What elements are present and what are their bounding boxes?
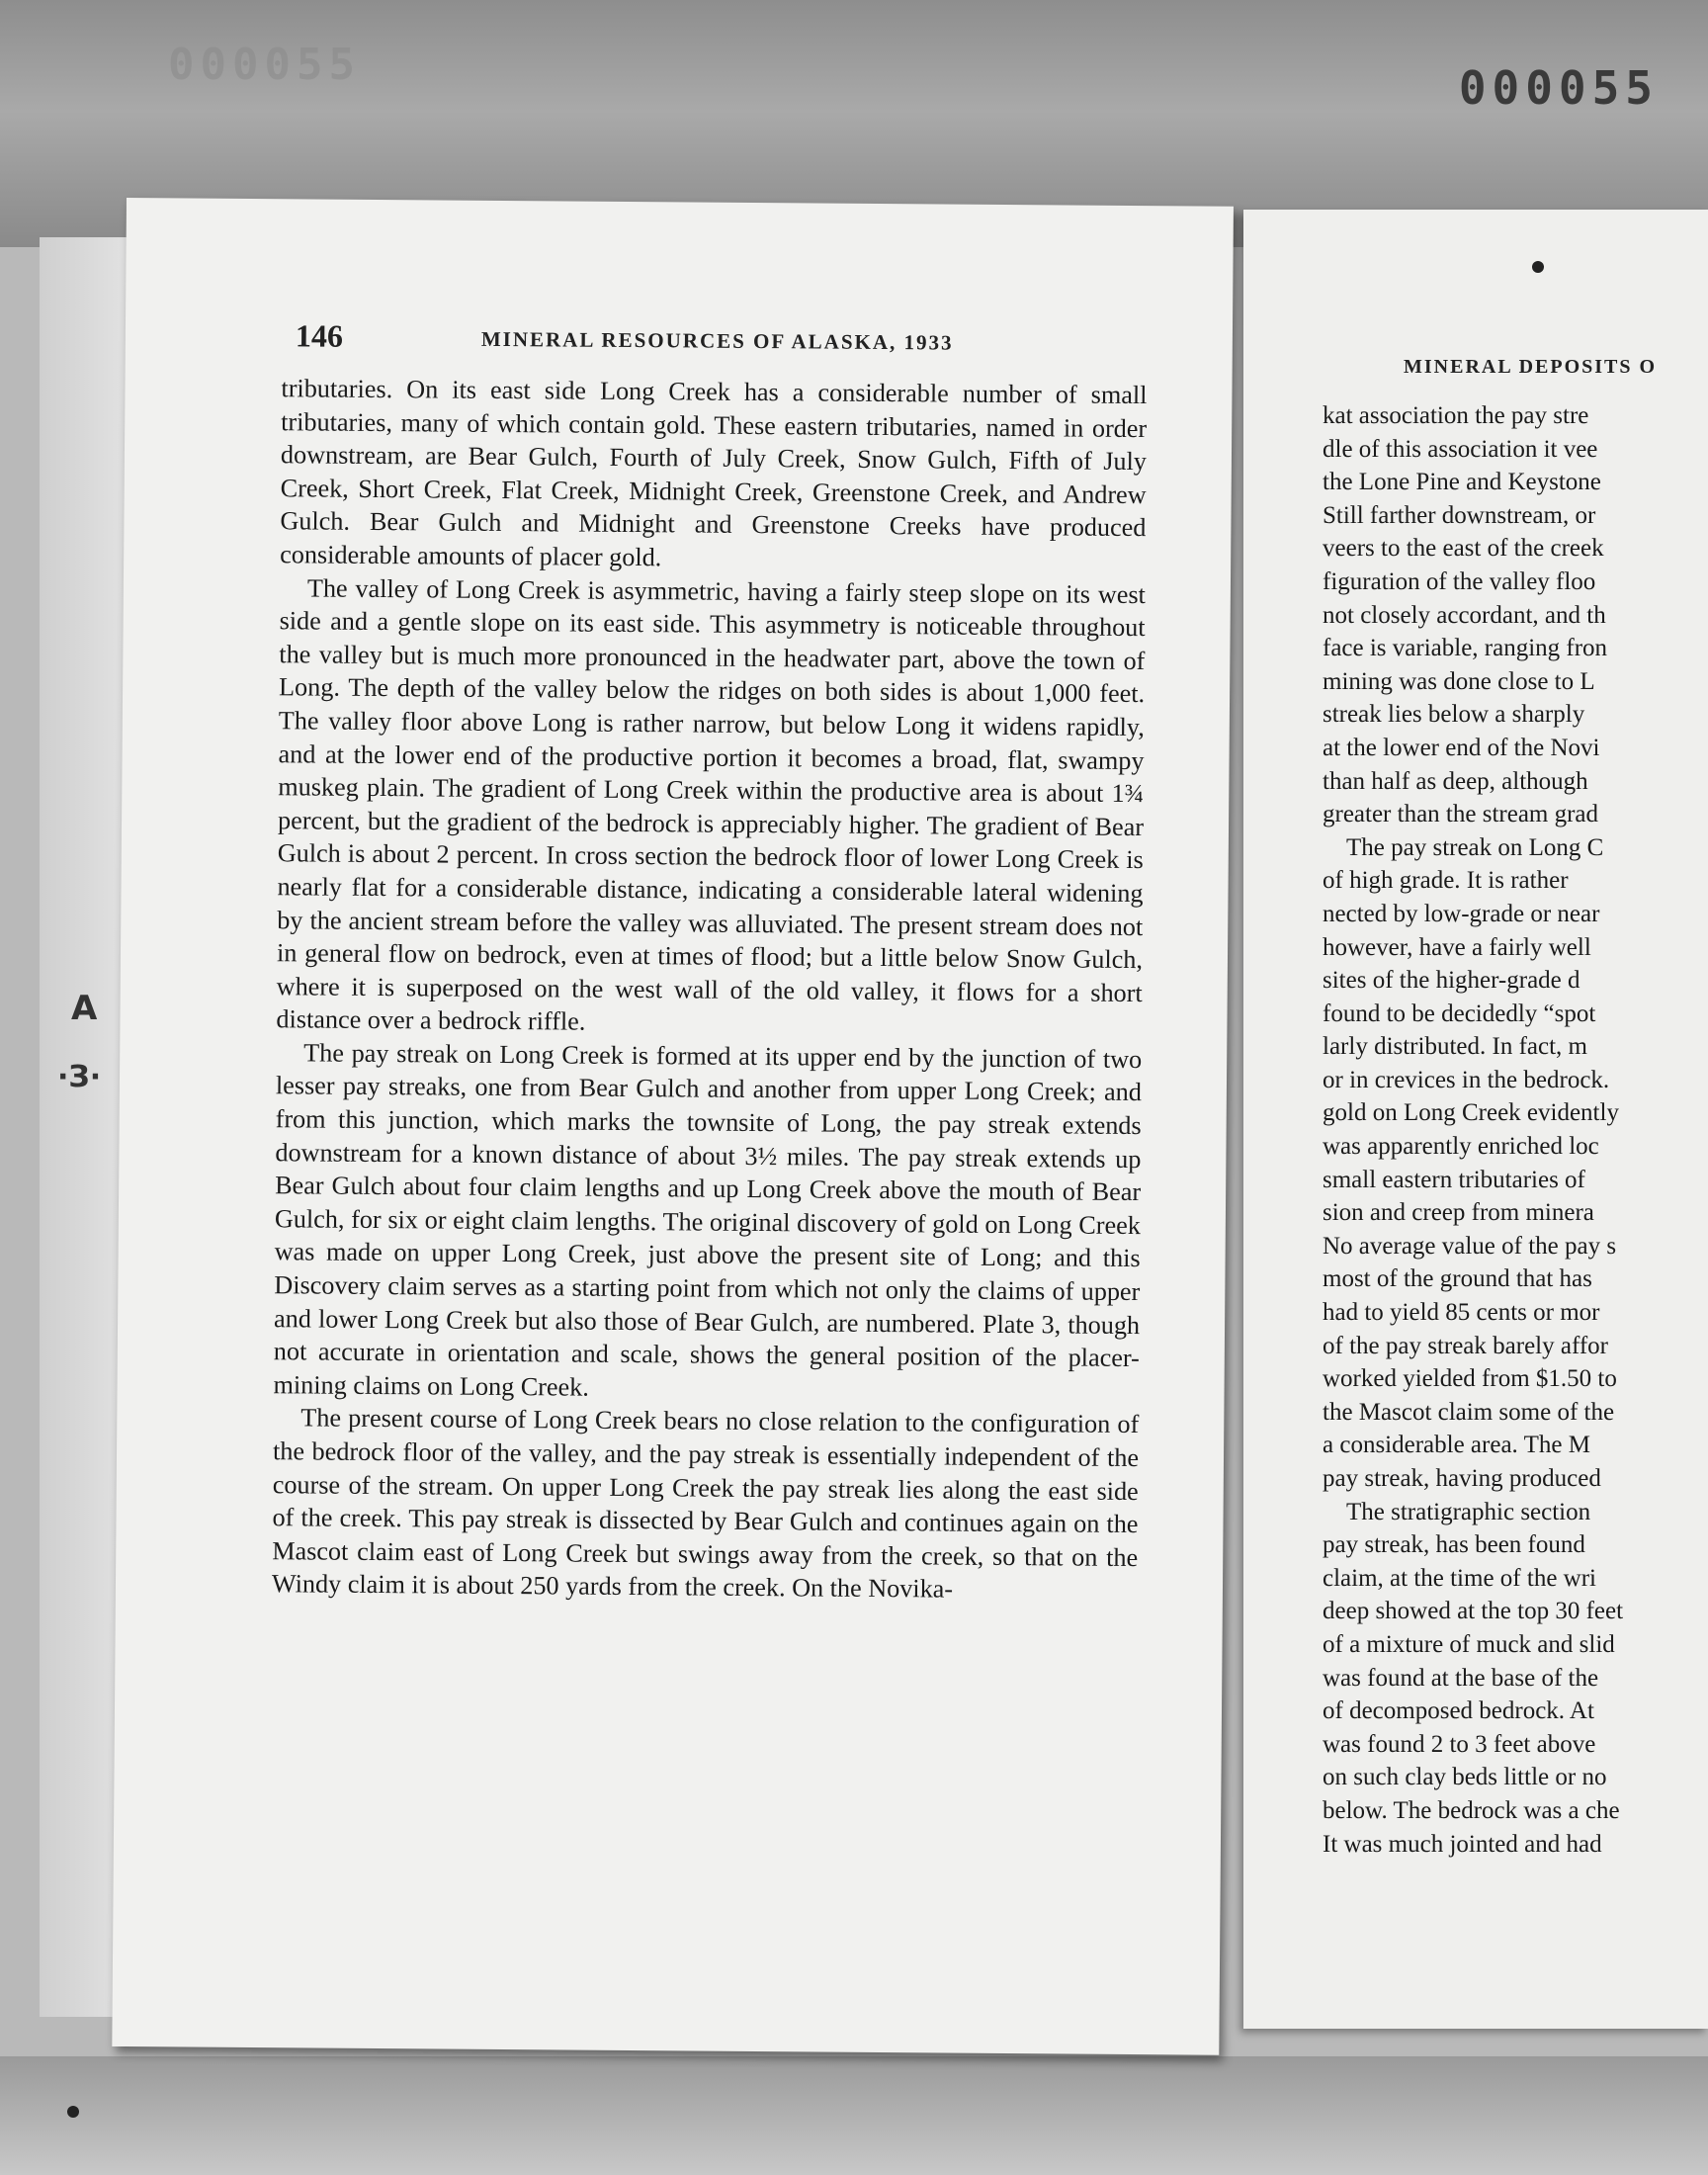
right-line: of the pay streak barely affor	[1323, 1332, 1608, 1359]
right-line: at the lower end of the Novi	[1323, 734, 1600, 761]
right-line: The stratigraphic section	[1346, 1498, 1591, 1525]
right-line: was apparently enriched loc	[1323, 1133, 1599, 1161]
right-line: greater than the stream grad	[1323, 801, 1599, 828]
right-line: of a mixture of muck and slid	[1323, 1630, 1615, 1658]
right-line: pay streak, having produced	[1323, 1465, 1601, 1492]
margin-mark-a: A	[71, 989, 98, 1028]
right-line: figuration of the valley floo	[1323, 567, 1596, 595]
right-line: on such clay beds little or no	[1323, 1764, 1607, 1791]
right-line: than half as deep, although	[1323, 767, 1588, 795]
right-line: pay streak, has been found	[1323, 1531, 1585, 1559]
right-line: sites of the higher-grade d	[1323, 967, 1580, 995]
page-header	[296, 317, 1185, 364]
right-line: small eastern tributaries of	[1323, 1166, 1585, 1193]
right-line: larly distributed. In fact, m	[1323, 1033, 1587, 1061]
right-line: had to yield 85 cents or mor	[1323, 1299, 1600, 1327]
right-running-title: MINERAL DEPOSITS O	[1404, 356, 1658, 378]
right-line: claim, at the time of the wri	[1323, 1564, 1596, 1592]
right-line: was found 2 to 3 feet above	[1323, 1730, 1596, 1758]
paragraph-4: The present course of Long Creek bears no close relation to the configuration of the bedrock floor of the valley, and the pay streak is essentially independent of the course of the stream. On upper Long Creek the pay streak lies along the east side of the creek. This pay streak is dissected by Bear Gulch and continues again on the Mascot claim east of Long Creek but swings away from the creek, so that on the Windy claim it is about 250 yards from the creek. On the Novika-	[271, 1403, 1140, 1604]
scan-bottom-shadow	[0, 2056, 1708, 2175]
paragraph-1: tributaries. On its east side Long Creek has a considerable number of small tributaries, many of which contain gold. These eastern tributaries, named in order downstream, are Bear Gulch, Fourth of July Creek, Snow Gulch, Fifth of July Creek, Short Creek, Flat Creek, Midnight Creek, Greenstone Creek, and Andrew Gulch. Bear Gulch and Midnight and Greenstone Creeks have produced considerable amounts of placer gold.	[280, 374, 1148, 572]
right-line: sion and creep from minera	[1323, 1199, 1594, 1227]
left-page	[112, 198, 1234, 2055]
body-text	[272, 372, 1148, 1608]
page-number: 146	[295, 317, 344, 354]
right-page	[1243, 210, 1708, 2029]
right-line: not closely accordant, and th	[1323, 601, 1606, 629]
margin-mark-b: ·З·	[57, 1060, 102, 1094]
right-line: below. The bedrock was a che	[1323, 1796, 1620, 1824]
right-line: nected by low-grade or near	[1323, 900, 1600, 927]
right-line: Still farther downstream, or	[1323, 501, 1596, 529]
ink-dot	[1532, 261, 1544, 273]
right-line: of decomposed bedrock. At	[1323, 1697, 1594, 1725]
right-line: deep showed at the top 30 feet	[1323, 1598, 1624, 1625]
right-line: the Mascot claim some of the	[1323, 1398, 1615, 1426]
right-line: worked yielded from $1.50 to	[1323, 1365, 1617, 1393]
document-number: 000055	[1458, 61, 1659, 115]
right-line: streak lies below a sharply	[1323, 701, 1585, 729]
ink-dot	[67, 2106, 79, 2118]
right-line: a considerable area. The M	[1323, 1432, 1590, 1459]
right-line: dle of this association it vee	[1323, 435, 1598, 463]
right-page-text	[1323, 399, 1708, 1861]
running-title: MINERAL RESOURCES OF ALASKA, 1933	[480, 326, 954, 355]
right-line: found to be decidedly “spot	[1323, 1000, 1596, 1027]
paragraph-2: The valley of Long Creek is asymmetric, having a fairly steep slope on its west side and a gentle slope on its east side. This asymmetry is noticeable throughout the valley but is much more pronounced in the headwater part, above the town of Long. The depth of the valley below the ridges on both sides is about 1,000 feet. The valley floor above Long is rather narrow, but below Long it widens rapidly, and at the lower end of the productive portion it becomes a broad, flat, swampy muskeg plain. The gradient of Long Creek within the productive area is about 1¾ percent, but the gradient of the bedrock is appreciably higher. The gradient of Bear Gulch is about 2 percent. In cross section the bedrock floor of lower Long Creek is nearly flat for a considerable distance, indicating a considerable lateral widening by the ancient stream before the valley was alluviated. The present stream does not in general flow on bedrock, even at times of flood; but a little below Snow Gulch, where it is superposed on the west wall of the old valley, it flows for a short distance over a bedrock riffle.	[276, 573, 1146, 1036]
right-line: It was much jointed and had	[1323, 1830, 1602, 1858]
right-line: or in crevices in the bedrock.	[1323, 1066, 1610, 1093]
right-line: kat association the pay stre	[1323, 402, 1589, 429]
right-line: gold on Long Creek evidently	[1323, 1099, 1619, 1127]
right-line: veers to the east of the creek	[1323, 535, 1604, 563]
right-line: however, have a fairly well	[1323, 933, 1591, 961]
right-line: mining was done close to L	[1323, 667, 1595, 695]
right-line: was found at the base of the	[1323, 1664, 1599, 1692]
right-line: The pay streak on Long C	[1346, 833, 1604, 861]
right-line: No average value of the pay s	[1323, 1232, 1617, 1260]
right-line: the Lone Pine and Keystone	[1323, 469, 1601, 496]
right-line: most of the ground that has	[1323, 1265, 1592, 1293]
paragraph-3: The pay streak on Long Creek is formed at its upper end by the junction of two lesser pay streaks, one from Bear Gulch and another from upper Long Creek; and from this junction, which marks the townsite of Long, the pay streak extends downstream for a known distance of about 3½ miles. The pay streak extends up Bear Gulch about four claim lengths and up Long Creek above the mouth of Bear Gulch, for six or eight claim lengths. The original discovery of gold on Long Creek was made on upper Long Creek, just above the present site of Long; and this Discovery claim serves as a starting point from which not only the claims of upper and lower Long Creek but also those of Bear Gulch, are numbered. Plate 3, though not accurate in orientation and scale, shows the general position of the placer-mining claims on Long Creek.	[273, 1038, 1143, 1402]
right-line: face is variable, ranging fron	[1323, 635, 1608, 662]
right-line: of high grade. It is rather	[1323, 867, 1569, 895]
ghost-document-number: 000055	[168, 40, 361, 90]
